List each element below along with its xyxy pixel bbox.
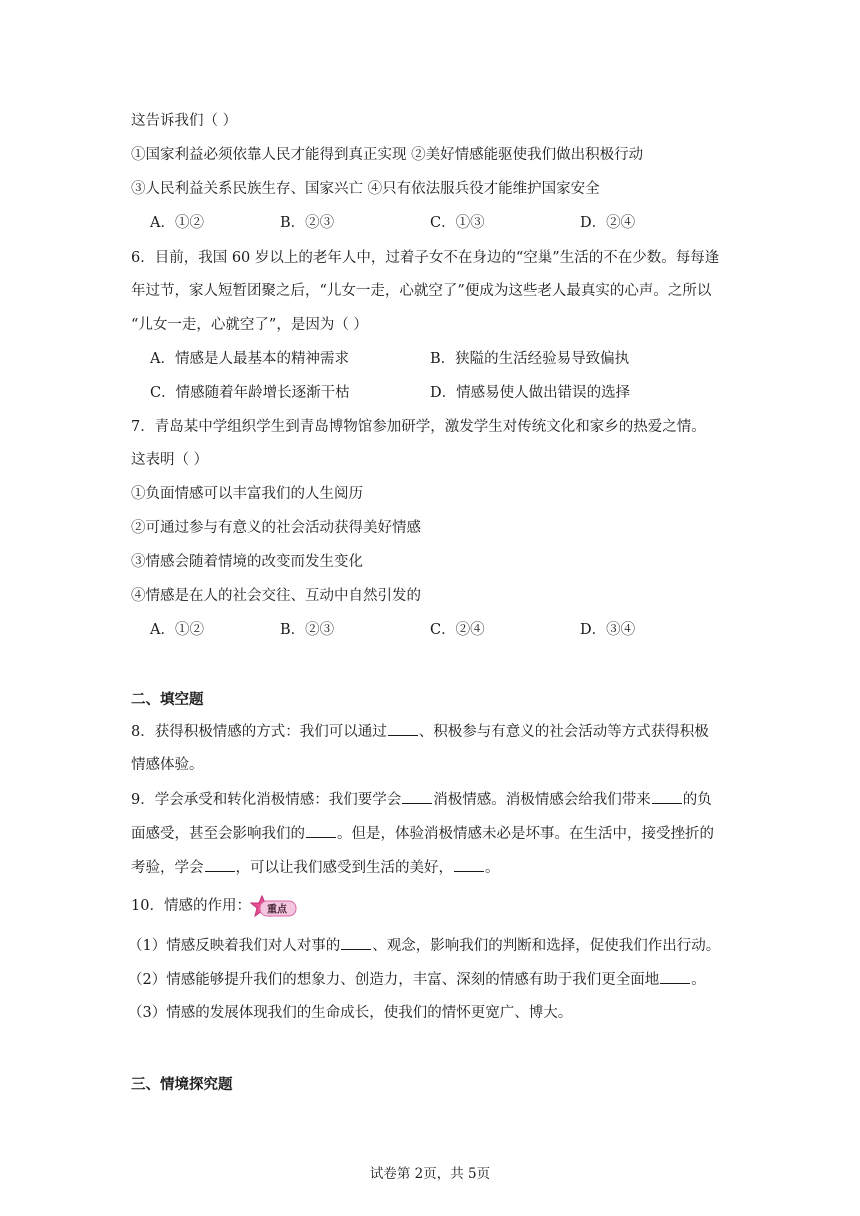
q7-statement-4: ④情感是在人的社会交往、互动中自然引发的	[131, 588, 421, 604]
q5-option-b: B．②③	[280, 215, 335, 231]
q10-text-2b: 。	[691, 972, 706, 988]
q9-line-2	[131, 823, 714, 844]
q8-text-b: 、积极参与有意义的社会活动等方式获得积极	[418, 724, 709, 740]
q7-statement-3: ③情感会随着情境的改变而发生变化	[131, 554, 363, 570]
q5-stem: 这告诉我们（ ）	[131, 113, 238, 129]
q9-blank-3[interactable]	[306, 823, 336, 838]
q7-line-1: 7．青岛某中学组织学生到青岛博物馆参加研学，激发学生对传统文化和家乡的热爱之情。	[131, 419, 706, 435]
q9-text-1b: 消极情感。消极情感会给我们带来	[433, 792, 651, 808]
section-heading-fill-blank: 二、填空题	[131, 692, 204, 708]
q10-stem: 10．情感的作用：	[131, 898, 251, 914]
q9-text-3b: ，可以让我们感受到生活的美好，	[235, 860, 453, 876]
q8-text-a: 8．获得积极情感的方式：我们可以通过	[131, 724, 387, 740]
q6-line-3: “儿女一走，心就空了”，是因为（ ）	[131, 317, 368, 333]
q8-line-2: 情感体验。	[131, 757, 204, 773]
q9-blank-2[interactable]	[652, 789, 682, 804]
q9-text-3c: 。	[485, 860, 500, 876]
q10-text-2a: （2）情感能够提升我们的想象力、创造力，丰富、深刻的情感有助于我们更全面地	[128, 972, 660, 988]
q10-blank-1[interactable]	[341, 935, 371, 950]
q6-option-a: A．情感是人最基本的精神需求	[150, 351, 349, 367]
q7-option-b: B．②③	[280, 622, 335, 638]
q8-line-1	[131, 721, 709, 742]
q6-line-1: 6．目前，我国 60 岁以上的老年人中，过着子女不在身边的“空巢”生活的不在少数。每每逢	[131, 250, 720, 266]
q9-text-2b: 。但是，体验消极情感未必是坏事。在生活中，接受挫折的	[337, 826, 714, 842]
q10-text-1a: （1）情感反映着我们对人对事的	[128, 938, 341, 954]
q7-option-c: C．②④	[430, 622, 485, 638]
q9-text-1a: 9．学会承受和转化消极情感：我们要学会	[131, 792, 402, 808]
q6-option-d: D．情感易使人做出错误的选择	[430, 385, 631, 401]
key-point-badge-icon	[250, 895, 298, 921]
q5-option-d: D．②④	[580, 215, 636, 231]
q10-point-3: （3）情感的发展体现我们的生命成长，使我们的情怀更宽广、博大。	[128, 1005, 573, 1021]
q6-line-2: 年过节，家人短暂团聚之后，“儿女一走，心就空了”便成为这些老人最真实的心声。之所以	[131, 283, 712, 299]
q5-option-a: A．①②	[150, 215, 204, 231]
q7-statement-2: ②可通过参与有意义的社会活动获得美好情感	[131, 520, 421, 536]
q9-blank-1[interactable]	[402, 789, 432, 804]
q9-text-2a: 面感受，甚至会影响我们的	[131, 826, 305, 842]
q5-statement-3-4: ③人民利益关系民族生存、国家兴亡 ④只有依法服兵役才能维护国家安全	[131, 181, 600, 197]
q6-option-c: C．情感随着年龄增长逐渐干枯	[150, 385, 350, 401]
q7-statement-1: ①负面情感可以丰富我们的人生阅历	[131, 486, 363, 502]
q6-option-b: B．狭隘的生活经验易导致偏执	[430, 351, 630, 367]
q10-blank-2[interactable]	[660, 969, 690, 984]
page-footer: 试卷第 2页，共 5页	[369, 1166, 491, 1182]
q7-option-d: D．③④	[580, 622, 636, 638]
q9-line-1	[131, 789, 712, 810]
q5-statement-1-2: ①国家利益必须依靠人民才能得到真正实现 ②美好情感能驱使我们做出积极行动	[131, 147, 644, 163]
q9-text-1c: 的负	[682, 792, 712, 808]
q9-text-3a: 考验，学会	[131, 860, 204, 876]
key-point-badge-label: 重点	[267, 904, 287, 916]
q7-line-2: 这表明（ ）	[131, 452, 209, 468]
q10-text-1b: 、观念，影响我们的判断和选择，促使我们作出行动。	[372, 938, 721, 954]
q9-line-3	[131, 857, 500, 878]
q10-point-2	[128, 969, 706, 990]
q8-blank-1[interactable]	[388, 721, 418, 736]
section-heading-inquiry: 三、情境探究题	[131, 1077, 233, 1093]
q9-blank-5[interactable]	[454, 857, 484, 872]
q10-point-1	[128, 935, 720, 956]
q9-blank-4[interactable]	[205, 857, 235, 872]
q7-option-a: A．①②	[150, 622, 204, 638]
q5-option-c: C．①③	[430, 215, 485, 231]
